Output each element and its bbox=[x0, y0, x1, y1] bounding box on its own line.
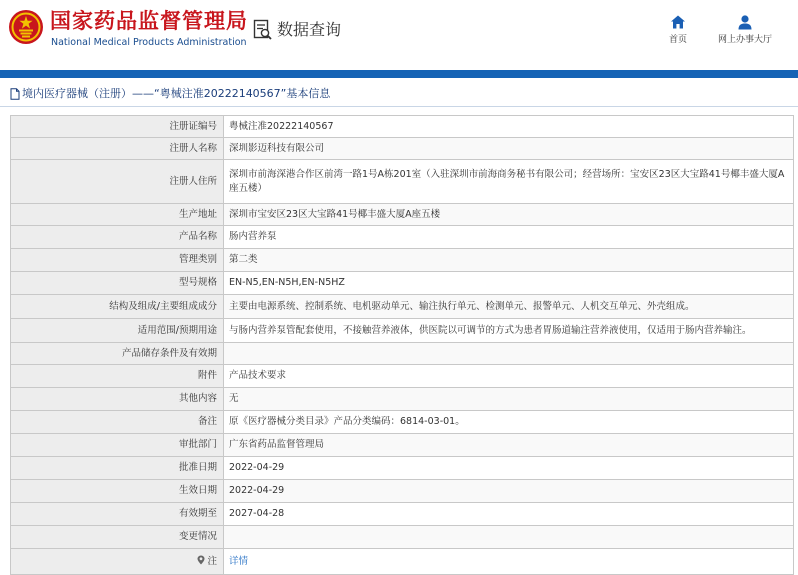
nav-home-label: 首页 bbox=[668, 35, 687, 45]
field-value: 肠内营养泵 bbox=[224, 226, 794, 249]
field-label: 有效期至 bbox=[11, 503, 224, 526]
field-value: 粤械注准20222140567 bbox=[224, 116, 794, 138]
note-label-cell bbox=[11, 549, 224, 575]
field-value: 2022-04-29 bbox=[224, 457, 794, 480]
field-value: 产品技术要求 bbox=[224, 365, 794, 388]
registration-detail-table bbox=[10, 115, 794, 575]
table-row bbox=[11, 434, 794, 457]
field-label: 注 bbox=[207, 555, 217, 567]
site-title-en[interactable]: National Medical Products Administration bbox=[51, 37, 247, 48]
breadcrumb-underline bbox=[0, 106, 798, 107]
field-value: 深圳影迈科技有限公司 bbox=[224, 138, 794, 160]
field-label: 备注 bbox=[11, 411, 224, 434]
details-link[interactable]: 详情 bbox=[229, 555, 249, 567]
field-label: 批准日期 bbox=[11, 457, 224, 480]
field-label: 其他内容 bbox=[11, 388, 224, 411]
table-row bbox=[11, 457, 794, 480]
table-row bbox=[11, 343, 794, 365]
field-label: 型号规格 bbox=[11, 272, 224, 295]
field-label: 管理类别 bbox=[11, 249, 224, 272]
field-label: 审批部门 bbox=[11, 434, 224, 457]
site-header bbox=[0, 0, 798, 62]
table-row bbox=[11, 160, 794, 204]
field-label: 注册人住所 bbox=[11, 160, 224, 204]
home-icon bbox=[670, 14, 686, 30]
field-value: 第二类 bbox=[224, 249, 794, 272]
data-query-label: 数据查询 bbox=[277, 20, 342, 39]
field-label: 变更情况 bbox=[11, 526, 224, 549]
breadcrumb bbox=[0, 82, 798, 106]
field-label: 适用范围/预期用途 bbox=[11, 319, 224, 343]
document-icon bbox=[10, 88, 20, 100]
table-row bbox=[11, 319, 794, 343]
field-value bbox=[224, 343, 794, 365]
field-label: 产品储存条件及有效期 bbox=[11, 343, 224, 365]
table-row bbox=[11, 480, 794, 503]
field-label: 生效日期 bbox=[11, 480, 224, 503]
field-label: 产品名称 bbox=[11, 226, 224, 249]
table-row bbox=[11, 226, 794, 249]
data-query-link[interactable] bbox=[253, 17, 341, 43]
nav-online-office-label: 网上办事大厅 bbox=[717, 35, 772, 45]
table-row bbox=[11, 295, 794, 319]
nav-home[interactable] bbox=[660, 14, 696, 46]
field-value: 主要由电源系统、控制系统、电机驱动单元、输注执行单元、检测单元、报警单元、人机交互单元、外壳组成。 bbox=[224, 295, 794, 319]
field-value: 2027-04-28 bbox=[224, 503, 794, 526]
field-value: 无 bbox=[224, 388, 794, 411]
field-label: 生产地址 bbox=[11, 204, 224, 226]
national-emblem-icon bbox=[8, 9, 44, 45]
field-label: 附件 bbox=[11, 365, 224, 388]
table-row bbox=[11, 388, 794, 411]
table-row bbox=[11, 526, 794, 549]
table-row bbox=[11, 365, 794, 388]
table-row bbox=[11, 503, 794, 526]
table-row bbox=[11, 411, 794, 434]
field-value: 2022-04-29 bbox=[224, 480, 794, 503]
site-title-cn[interactable]: 国家药品监督管理局 bbox=[50, 9, 248, 33]
note-icon bbox=[197, 555, 205, 565]
field-label: 注册证编号 bbox=[11, 116, 224, 138]
field-value: 深圳市宝安区23区大宝路41号椰丰盛大厦A座五楼 bbox=[224, 204, 794, 226]
table-row bbox=[11, 249, 794, 272]
field-value-cell bbox=[224, 549, 794, 575]
document-search-icon bbox=[253, 19, 273, 41]
breadcrumb-text: 境内医疗器械（注册）——“粤械注准20222140567”基本信息 bbox=[22, 87, 331, 100]
field-value bbox=[224, 526, 794, 549]
nav-online-office[interactable] bbox=[712, 14, 778, 46]
table-row bbox=[11, 549, 794, 575]
table-row bbox=[11, 272, 794, 295]
field-value: 原《医疗器械分类目录》产品分类编码：6814-03-01。 bbox=[224, 411, 794, 434]
field-label: 结构及组成/主要组成成分 bbox=[11, 295, 224, 319]
table-row bbox=[11, 116, 794, 138]
table-row bbox=[11, 138, 794, 160]
header-divider-bar bbox=[0, 70, 798, 78]
field-value: 广东省药品监督管理局 bbox=[224, 434, 794, 457]
field-value: EN-N5,EN-N5H,EN-N5HZ bbox=[224, 272, 794, 295]
field-value: 与肠内营养泵管配套使用，不接触营养液体，供医院以可调节的方式为患者胃肠道输注营养液使用，仅适用于肠内营养输注。 bbox=[224, 319, 794, 343]
field-value: 深圳市前海深港合作区前湾一路1号A栋201室（入驻深圳市前海商务秘书有限公司；经营场所：宝安区23区大宝路41号椰丰盛大厦A座五楼） bbox=[224, 160, 794, 204]
user-icon bbox=[737, 14, 753, 30]
table-row bbox=[11, 204, 794, 226]
field-label: 注册人名称 bbox=[11, 138, 224, 160]
